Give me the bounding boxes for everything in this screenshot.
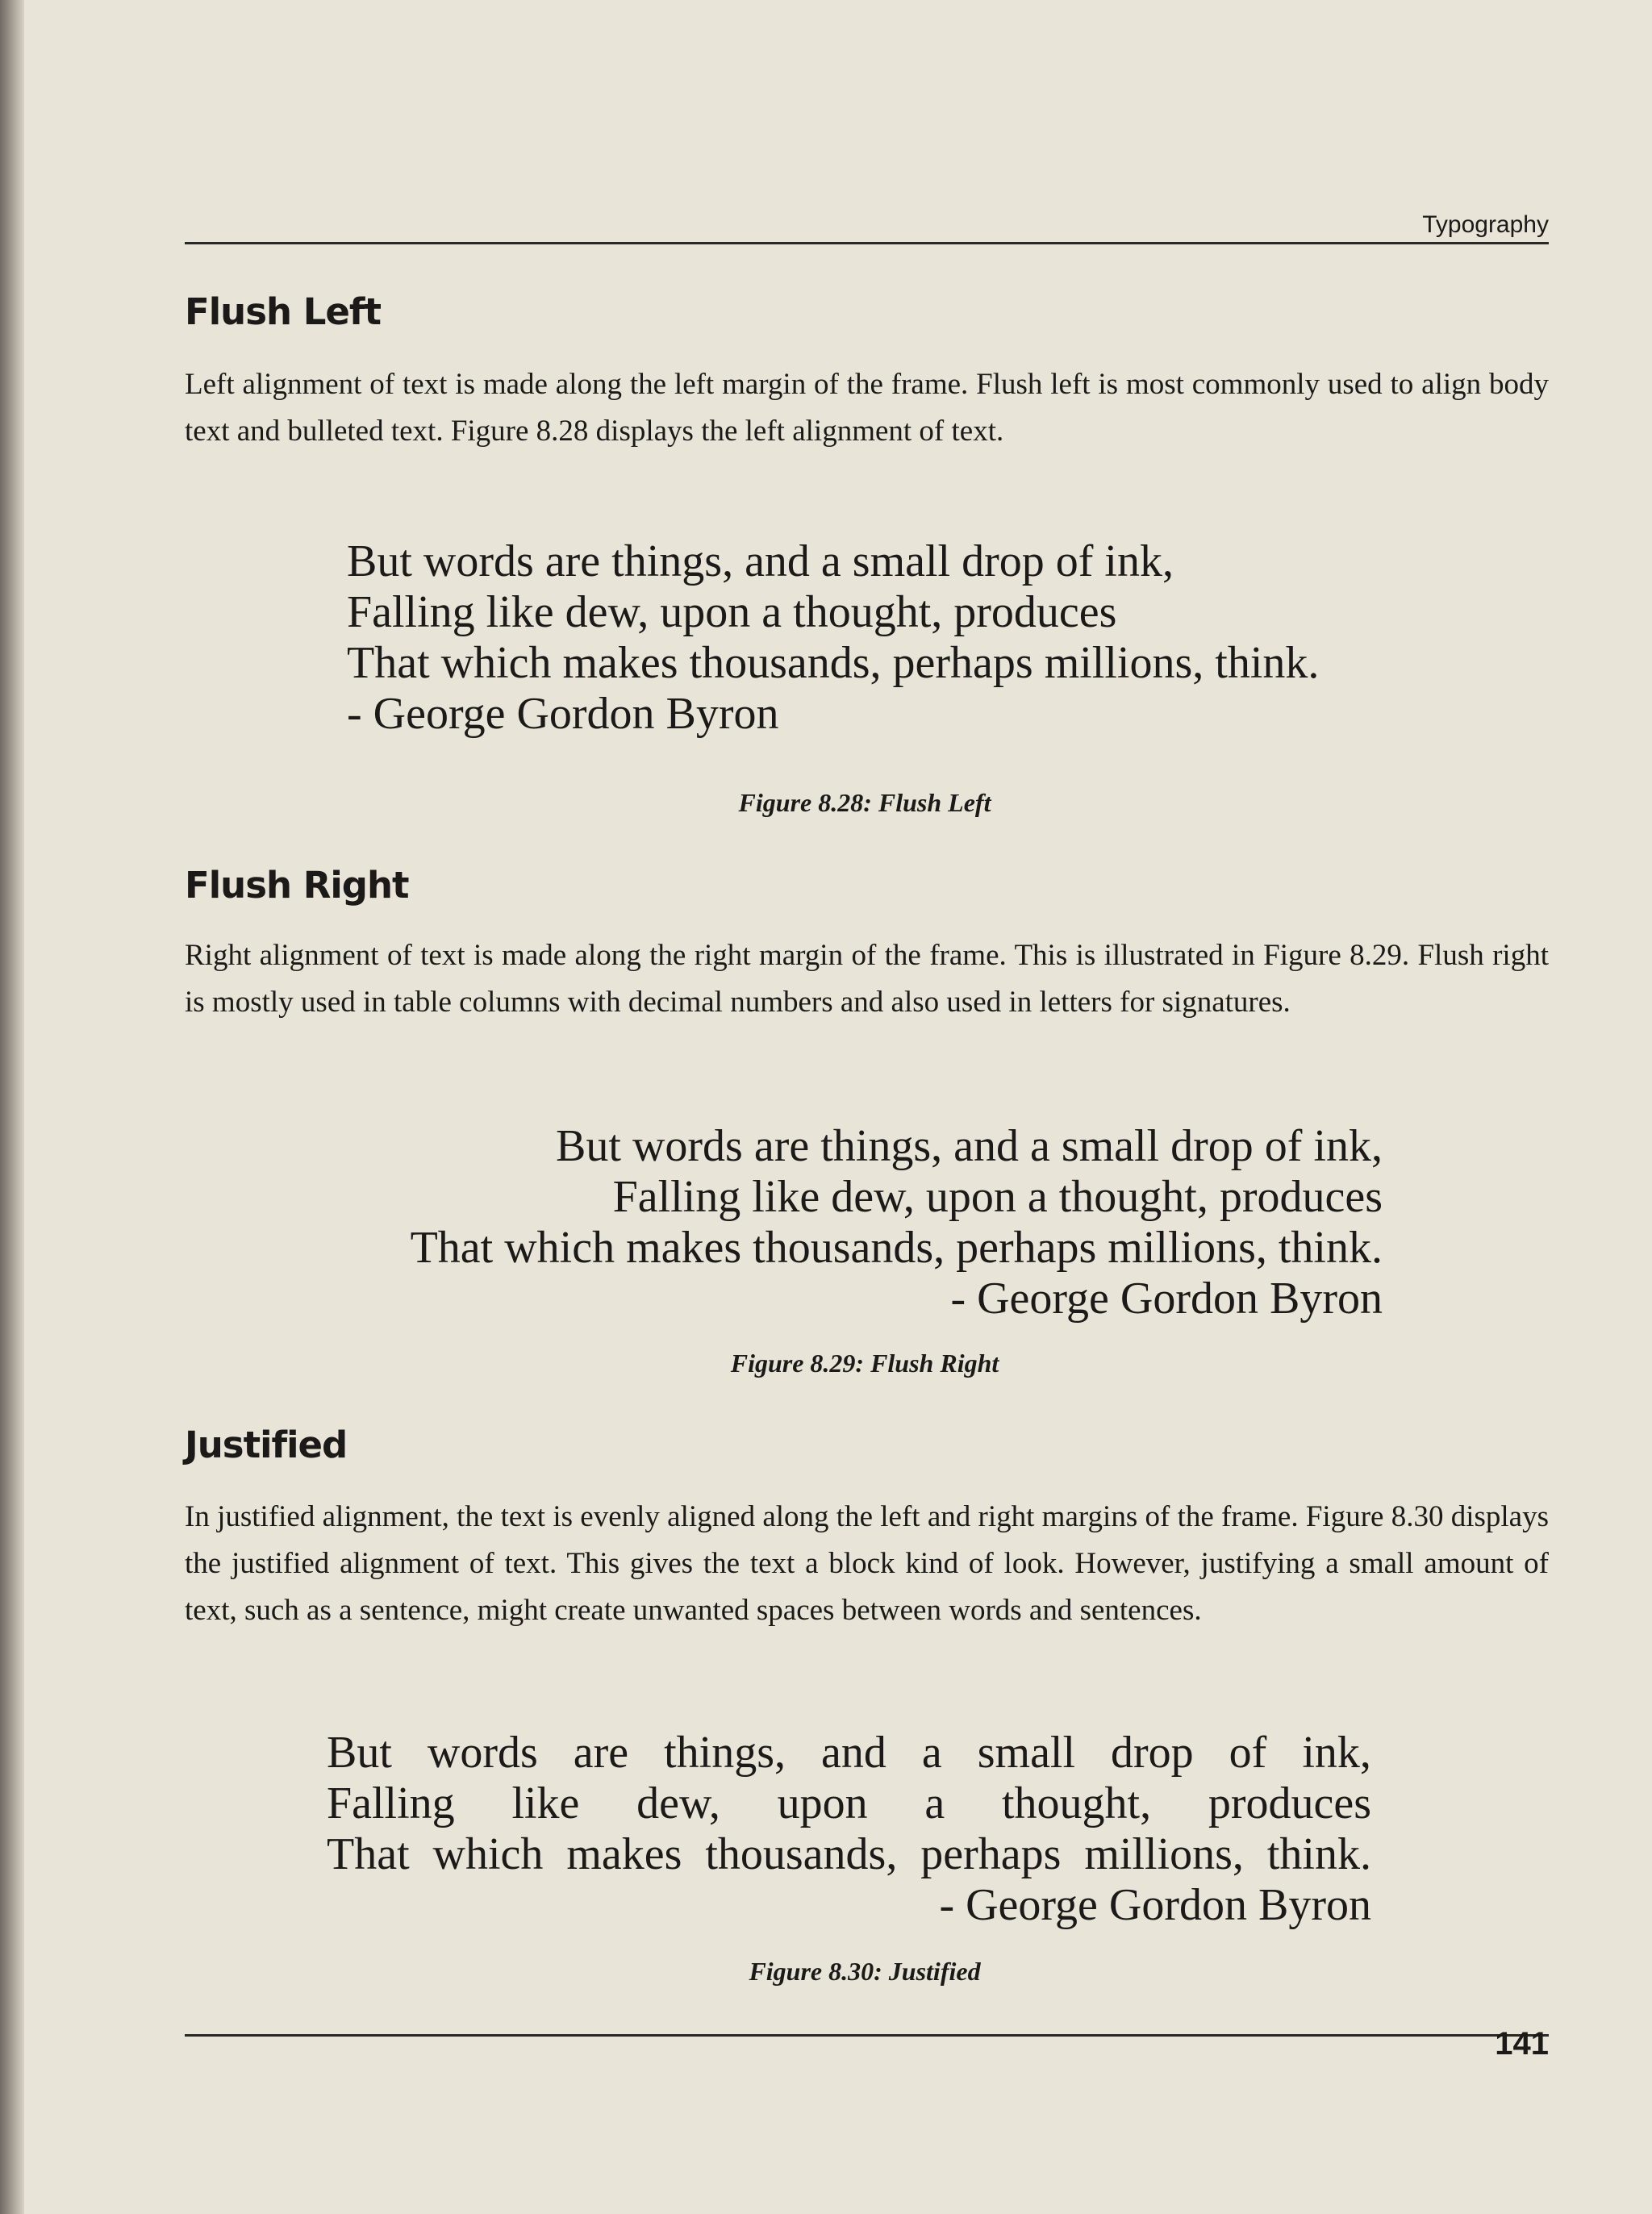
- figure-caption: Figure 8.28: Flush Left: [738, 788, 991, 817]
- figure-justified-poem: [327, 1728, 1371, 1931]
- poem-line: Falling like dew, upon a thought, produces: [347, 587, 1117, 637]
- poem-line: That which makes thousands, perhaps millions, think.: [347, 638, 1320, 688]
- poem-word: things,: [664, 1728, 786, 1778]
- figure-caption: Figure 8.29: Flush Right: [730, 1349, 999, 1378]
- poem-word: perhaps: [920, 1829, 1062, 1879]
- poem-line: [327, 1829, 1371, 1880]
- poem-word: But: [327, 1728, 392, 1778]
- poem-word: dew,: [636, 1778, 720, 1828]
- paragraph-flush-right: Right alignment of text is made along the right margin of the frame. This is illustrated in Figure 8.29. Flush right is mostly used in table columns with decimal numbers and also used in letters for signatures.: [185, 939, 1549, 1019]
- poem-word: That: [327, 1829, 410, 1879]
- poem-word: of: [1229, 1728, 1267, 1778]
- poem-attribution: - George Gordon Byron: [950, 1274, 1383, 1324]
- poem-word: ink,: [1302, 1728, 1371, 1778]
- poem-word: upon: [777, 1778, 868, 1828]
- page-number: 141: [1495, 2026, 1549, 2062]
- poem-word: think.: [1266, 1829, 1371, 1879]
- poem-line: [327, 1728, 1371, 1778]
- poem-word: thought,: [1001, 1778, 1152, 1828]
- heading-flush-left: Flush Left: [185, 290, 381, 333]
- poem-word: a: [924, 1778, 945, 1828]
- poem-word: Falling: [327, 1778, 455, 1828]
- poem-line: But words are things, and a small drop of ink,: [556, 1121, 1383, 1171]
- poem-word: which: [432, 1829, 544, 1879]
- book-spine-shadow: [0, 0, 24, 2214]
- poem-attribution: - George Gordon Byron: [347, 689, 779, 739]
- poem-line: That which makes thousands, perhaps millions, think.: [410, 1223, 1383, 1273]
- paragraph-justified: In justified alignment, the text is evenly aligned along the left and right margins of the frame. Figure 8.30 displays the justified alignment of text. This gives the text a block kind of look. However, justifying a small amount of text, such as a sentence, might create unwanted spaces between words and sentences.: [185, 1500, 1549, 1627]
- poem-word: makes: [566, 1829, 682, 1879]
- running-header: Typography: [1422, 211, 1549, 238]
- figure-caption: Figure 8.30: Justified: [749, 1957, 981, 1986]
- figure-flush-left-poem: [347, 536, 1319, 740]
- poem-attribution: - George Gordon Byron: [939, 1880, 1371, 1930]
- poem-word: thousands,: [705, 1829, 898, 1879]
- poem-word: like: [511, 1778, 580, 1828]
- poem-word: words: [427, 1728, 538, 1778]
- poem-word: and: [821, 1728, 886, 1778]
- figure-flush-right-poem: [411, 1121, 1383, 1324]
- paragraph-flush-left: Left alignment of text is made along the left margin of the frame. Flush left is most commonly used to align body text and bulleted text. Figure 8.28 displays the left alignment of text.: [185, 368, 1549, 448]
- poem-line: But words are things, and a small drop of ink,: [347, 536, 1174, 586]
- poem-word: millions,: [1084, 1829, 1244, 1879]
- poem-word: small: [977, 1728, 1076, 1778]
- poem-word: a: [921, 1728, 942, 1778]
- poem-word: produces: [1208, 1778, 1371, 1828]
- poem-word: are: [573, 1728, 629, 1778]
- header-rule: [185, 242, 1549, 244]
- poem-line: [327, 1778, 1371, 1829]
- footer-rule: [185, 2034, 1549, 2037]
- poem-line: Falling like dew, upon a thought, produces: [612, 1172, 1383, 1222]
- poem-word: drop: [1111, 1728, 1194, 1778]
- heading-justified: Justified: [185, 1424, 348, 1466]
- heading-flush-right: Flush Right: [185, 864, 409, 907]
